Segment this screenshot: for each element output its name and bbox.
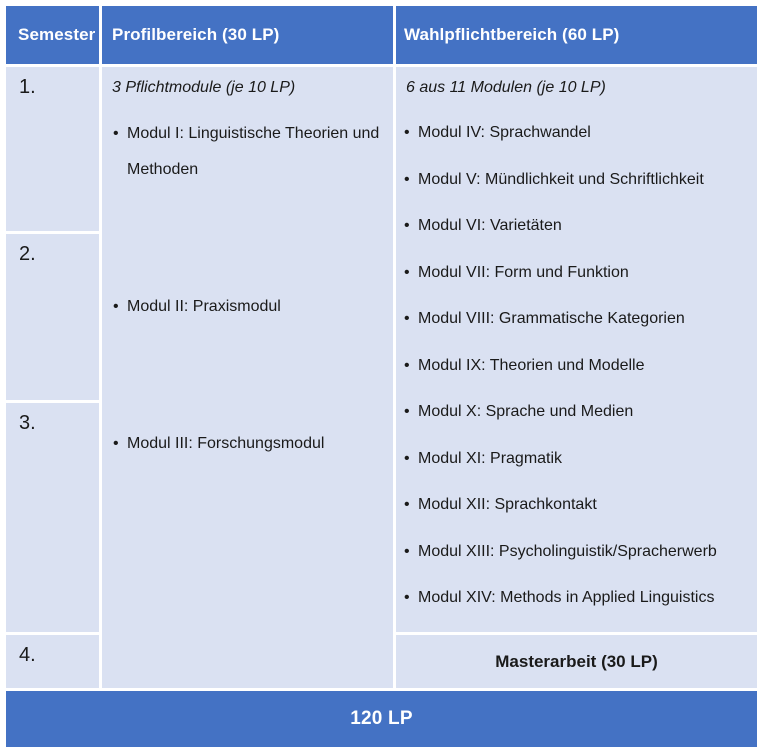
module-label: Modul VII: Form und Funktion (418, 263, 629, 281)
bullet-icon: • (404, 403, 410, 420)
module-item (113, 116, 381, 188)
module-label: Modul XIII: Psycholinguistik/Spracherwerb (418, 542, 717, 560)
module-item (404, 110, 755, 157)
module-item (404, 343, 755, 390)
module-item (404, 529, 755, 576)
module-item (113, 433, 381, 455)
bullet-icon: • (404, 496, 410, 513)
curriculum-table (6, 6, 757, 747)
module-item (404, 296, 755, 343)
bullet-icon: • (404, 124, 410, 141)
module-item (404, 203, 755, 250)
bullet-icon: • (404, 542, 410, 560)
module-label: Modul XIV: Methods in Applied Linguistics (418, 589, 715, 606)
semester-2-cell: 2. (6, 234, 99, 400)
bullet-icon: • (113, 435, 119, 452)
semester-1-cell: 1. (6, 67, 99, 231)
profil-intro-label: 3 Pflichtmodule (je 10 LP) (112, 79, 296, 96)
semester-3-cell: 3. (6, 403, 99, 632)
bullet-icon: • (113, 125, 119, 142)
header-profilbereich: Profilbereich (30 LP) (102, 6, 393, 64)
module-label: Modul XII: Sprachkontakt (418, 496, 597, 513)
module-label: Modul X: Sprache und Medien (418, 403, 634, 420)
bullet-icon: • (404, 217, 410, 234)
semester-4-cell: 4. (6, 635, 99, 688)
total-lp-cell: 120 LP (6, 691, 757, 747)
module-label: Modul III: Forschungsmodul (127, 435, 325, 452)
module-label: Modul I: Linguistische Theorien und Methoden (127, 125, 380, 178)
bullet-icon: • (404, 356, 410, 374)
profilbereich-cell (102, 67, 393, 688)
wahlpflichtbereich-cell (396, 67, 757, 632)
module-label: Modul IV: Sprachwandel (418, 124, 591, 141)
bullet-icon: • (404, 170, 410, 188)
module-label: Modul II: Praxismodul (127, 298, 281, 315)
module-label: Modul XI: Pragmatik (418, 449, 563, 467)
wahl-intro-label: 6 aus 11 Modulen (je 10 LP) (406, 79, 606, 96)
bullet-icon: • (404, 449, 410, 467)
module-item (404, 157, 755, 204)
module-label: Modul VI: Varietäten (418, 217, 562, 234)
wahl-module-list (404, 110, 755, 622)
bullet-icon: • (404, 310, 410, 327)
module-item (404, 575, 755, 622)
bullet-icon: • (404, 589, 410, 606)
module-label: Modul IX: Theorien und Modelle (418, 356, 645, 374)
header-wahlpflichtbereich: Wahlpflichtbereich (60 LP) (396, 6, 757, 64)
masterarbeit-cell: Masterarbeit (30 LP) (396, 635, 757, 688)
module-item (404, 482, 755, 529)
module-label: Modul VIII: Grammatische Kategorien (418, 310, 685, 327)
module-label: Modul V: Mündlichkeit und Schriftlichkeit (418, 170, 704, 188)
bullet-icon: • (113, 298, 119, 315)
module-item (404, 389, 755, 436)
module-item (404, 250, 755, 297)
module-item (404, 436, 755, 483)
bullet-icon: • (404, 263, 410, 281)
header-semester: Semester (6, 6, 99, 64)
module-item (113, 296, 381, 318)
